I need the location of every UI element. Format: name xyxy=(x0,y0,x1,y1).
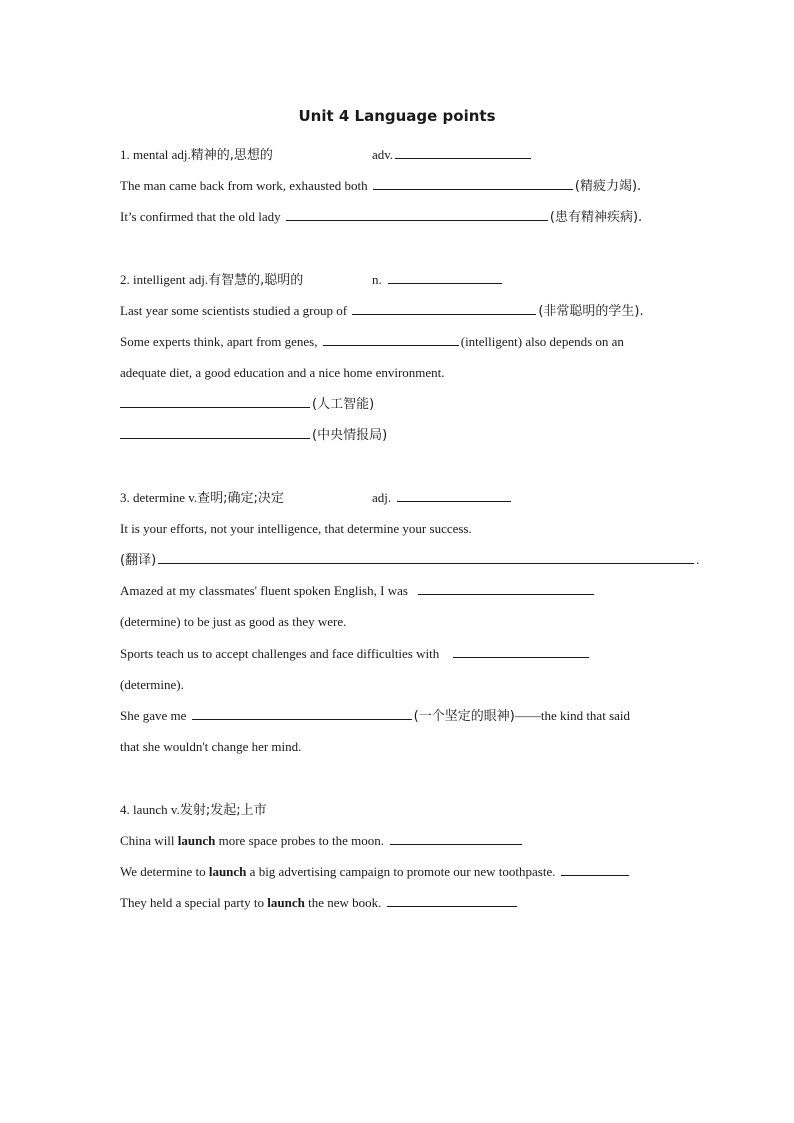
answer-blank[interactable] xyxy=(158,551,694,564)
sentence-1-2 xyxy=(120,208,642,227)
hint-text: (intelligent) also depends on an xyxy=(460,334,624,349)
hint-text: (中央情报局) xyxy=(312,428,388,443)
keyword: launch xyxy=(177,833,216,848)
form-label: n. xyxy=(372,272,382,287)
sentence-text: We determine to xyxy=(120,864,209,879)
sentence-2-1 xyxy=(120,302,644,321)
sentence-4-2 xyxy=(120,863,631,881)
hint-text: (精疲力竭). xyxy=(574,179,642,194)
answer-blank[interactable] xyxy=(387,894,517,907)
section-1-heading xyxy=(120,146,273,165)
keyword: launch xyxy=(267,895,305,910)
period-mark: . xyxy=(696,552,700,567)
sentence-text: Some experts think, apart from genes, xyxy=(120,334,321,349)
translate-line xyxy=(120,551,699,570)
sentence-4-3 xyxy=(120,894,519,912)
word-meaning: 有智慧的,聪明的 xyxy=(208,273,304,288)
sentence-text: She gave me xyxy=(120,708,190,723)
sentence-3-3 xyxy=(120,645,591,663)
answer-blank[interactable] xyxy=(418,582,594,595)
noun-form-field xyxy=(372,271,504,289)
sentence-3-1: It is your efforts, not your intelligence, that determine your success. xyxy=(120,521,472,536)
section-2-heading xyxy=(120,271,303,290)
word-meaning: 精神的,思想的 xyxy=(190,148,273,163)
answer-blank[interactable] xyxy=(388,271,502,284)
answer-blank[interactable] xyxy=(397,489,511,502)
sentence-text: ——the kind that said xyxy=(514,708,631,723)
sentence-text: more space probes to the moon. xyxy=(215,833,384,848)
sentence-3-4-continued: that she wouldn't change her mind. xyxy=(120,739,302,754)
hint-text: (人工智能) xyxy=(312,397,375,412)
adv-form-field xyxy=(372,146,533,164)
answer-blank[interactable] xyxy=(561,863,629,876)
answer-blank[interactable] xyxy=(373,177,573,190)
sentence-text: Last year some scientists studied a group of xyxy=(120,303,351,318)
sentence-4-1 xyxy=(120,832,524,850)
answer-blank[interactable] xyxy=(453,645,589,658)
sentence-3-4 xyxy=(120,707,630,726)
sentence-text: China will xyxy=(120,833,178,848)
section-3-heading xyxy=(120,489,284,508)
form-label: adj. xyxy=(372,490,392,505)
answer-blank[interactable] xyxy=(352,302,536,315)
sentence-2-2 xyxy=(120,333,624,351)
answer-blank[interactable] xyxy=(192,707,412,720)
sentence-3-3-continued: (determine). xyxy=(120,677,184,692)
section-4-heading xyxy=(120,801,267,820)
sentence-3-2-continued: (determine) to be just as good as they were. xyxy=(120,614,347,629)
sentence-text: The man came back from work, exhausted both xyxy=(120,178,371,193)
word-entry: 2. intelligent adj. xyxy=(120,272,209,287)
keyword: launch xyxy=(208,864,247,879)
hint-text: (非常聪明的学生). xyxy=(538,304,644,319)
word-entry: 3. determine v. xyxy=(120,490,198,505)
sentence-text: Sports teach us to accept challenges and face difficulties with xyxy=(120,646,440,661)
hint-text: (患有精神疾病). xyxy=(549,210,643,225)
phrase-2-2 xyxy=(120,426,387,445)
sentence-text: Amazed at my classmates' fluent spoken English, I was xyxy=(120,583,408,598)
word-entry: 1. mental adj. xyxy=(120,147,191,162)
answer-blank[interactable] xyxy=(120,426,310,439)
sentence-text: a big advertising campaign to promote our new toothpaste. xyxy=(246,864,556,879)
word-entry: 4. launch v. xyxy=(120,802,180,817)
adj-form-field xyxy=(372,489,513,507)
form-label: adv. xyxy=(372,147,394,162)
answer-blank[interactable] xyxy=(323,333,459,346)
translate-label: (翻译) xyxy=(120,553,157,568)
word-meaning: 查明;确定;决定 xyxy=(197,491,284,506)
sentence-text: They held a special party to xyxy=(120,895,268,910)
sentence-text: the new book. xyxy=(304,895,382,910)
sentence-2-2-continued: adequate diet, a good education and a nice home environment. xyxy=(120,365,445,380)
sentence-text: It’s confirmed that the old lady xyxy=(120,209,284,224)
answer-blank[interactable] xyxy=(286,208,548,221)
hint-text: (一个坚定的眼神) xyxy=(413,709,515,724)
sentence-1-1 xyxy=(120,177,641,196)
answer-blank[interactable] xyxy=(120,395,310,408)
page-title: Unit 4 Language points xyxy=(298,107,496,125)
answer-blank[interactable] xyxy=(390,832,522,845)
answer-blank[interactable] xyxy=(395,146,531,159)
sentence-3-2 xyxy=(120,582,596,600)
word-meaning: 发射;发起;上市 xyxy=(179,803,267,818)
phrase-2-1 xyxy=(120,395,374,414)
